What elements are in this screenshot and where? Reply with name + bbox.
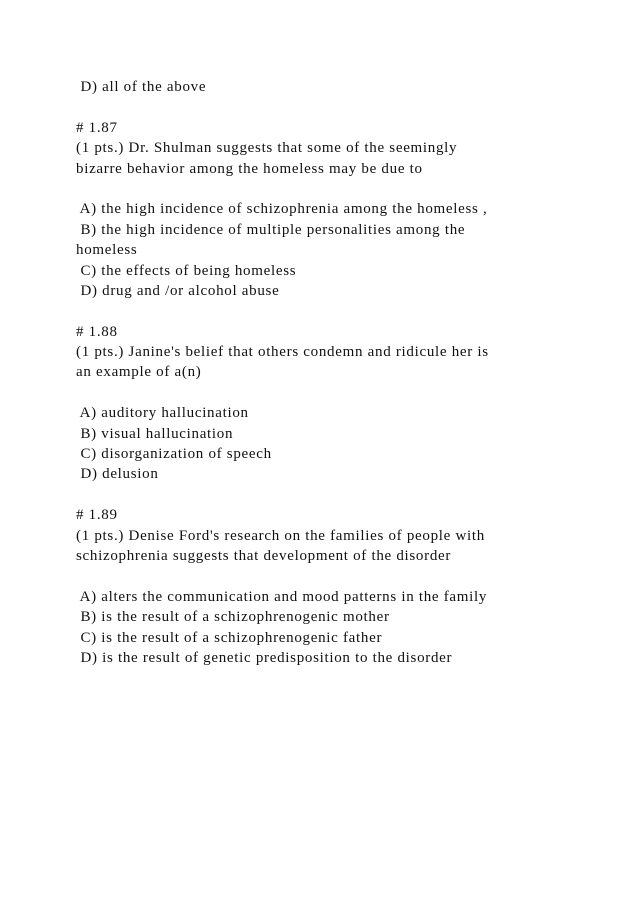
spacer — [76, 179, 596, 199]
answer-option: B) is the result of a schizophrenogenic mother — [76, 609, 390, 626]
question-block — [76, 118, 596, 302]
question-block — [76, 322, 596, 485]
question-prompt-line: (1 pts.) Dr. Shulman suggests that some of the seemingly — [76, 140, 458, 157]
answer-option: C) is the result of a schizophrenogenic father — [76, 629, 383, 646]
question-number: # 1.89 — [76, 507, 118, 524]
answer-option: A) the high incidence of schizophrenia among the homeless , — [76, 201, 488, 218]
question-prompt-line: (1 pts.) Denise Ford's research on the families of people with — [76, 527, 485, 544]
question-prompt-line: schizophrenia suggests that development of the disorder — [76, 547, 452, 564]
answer-option: D) drug and /or alcohol abuse — [76, 282, 280, 299]
question-prompt-line: bizarre behavior among the homeless may be due to — [76, 160, 423, 177]
answer-option: C) disorganization of speech — [76, 446, 272, 463]
answer-option: A) alters the communication and mood patterns in the family — [76, 588, 488, 605]
question-prompt-line: an example of a(n) — [76, 364, 202, 381]
spacer — [76, 383, 596, 403]
question-number: # 1.88 — [76, 323, 118, 340]
answer-option: B) the high incidence of multiple personalities among the — [76, 221, 466, 238]
answer-option: D) is the result of genetic predisposition to the disorder — [76, 649, 453, 666]
question-prompt-line: (1 pts.) Janine's belief that others condemn and ridicule her is — [76, 344, 489, 361]
answer-option: D) delusion — [76, 466, 159, 483]
answer-option: A) auditory hallucination — [76, 405, 249, 422]
answer-option: C) the effects of being homeless — [76, 262, 297, 279]
document-body — [76, 77, 596, 668]
spacer — [76, 566, 596, 586]
spacer — [76, 97, 596, 117]
question-block — [76, 505, 596, 668]
answer-option-continuation: homeless — [76, 242, 138, 259]
spacer — [76, 301, 596, 321]
spacer — [76, 485, 596, 505]
answer-option: B) visual hallucination — [76, 425, 234, 442]
previous-answer-option: D) all of the above — [76, 79, 207, 95]
question-number: # 1.87 — [76, 119, 118, 136]
